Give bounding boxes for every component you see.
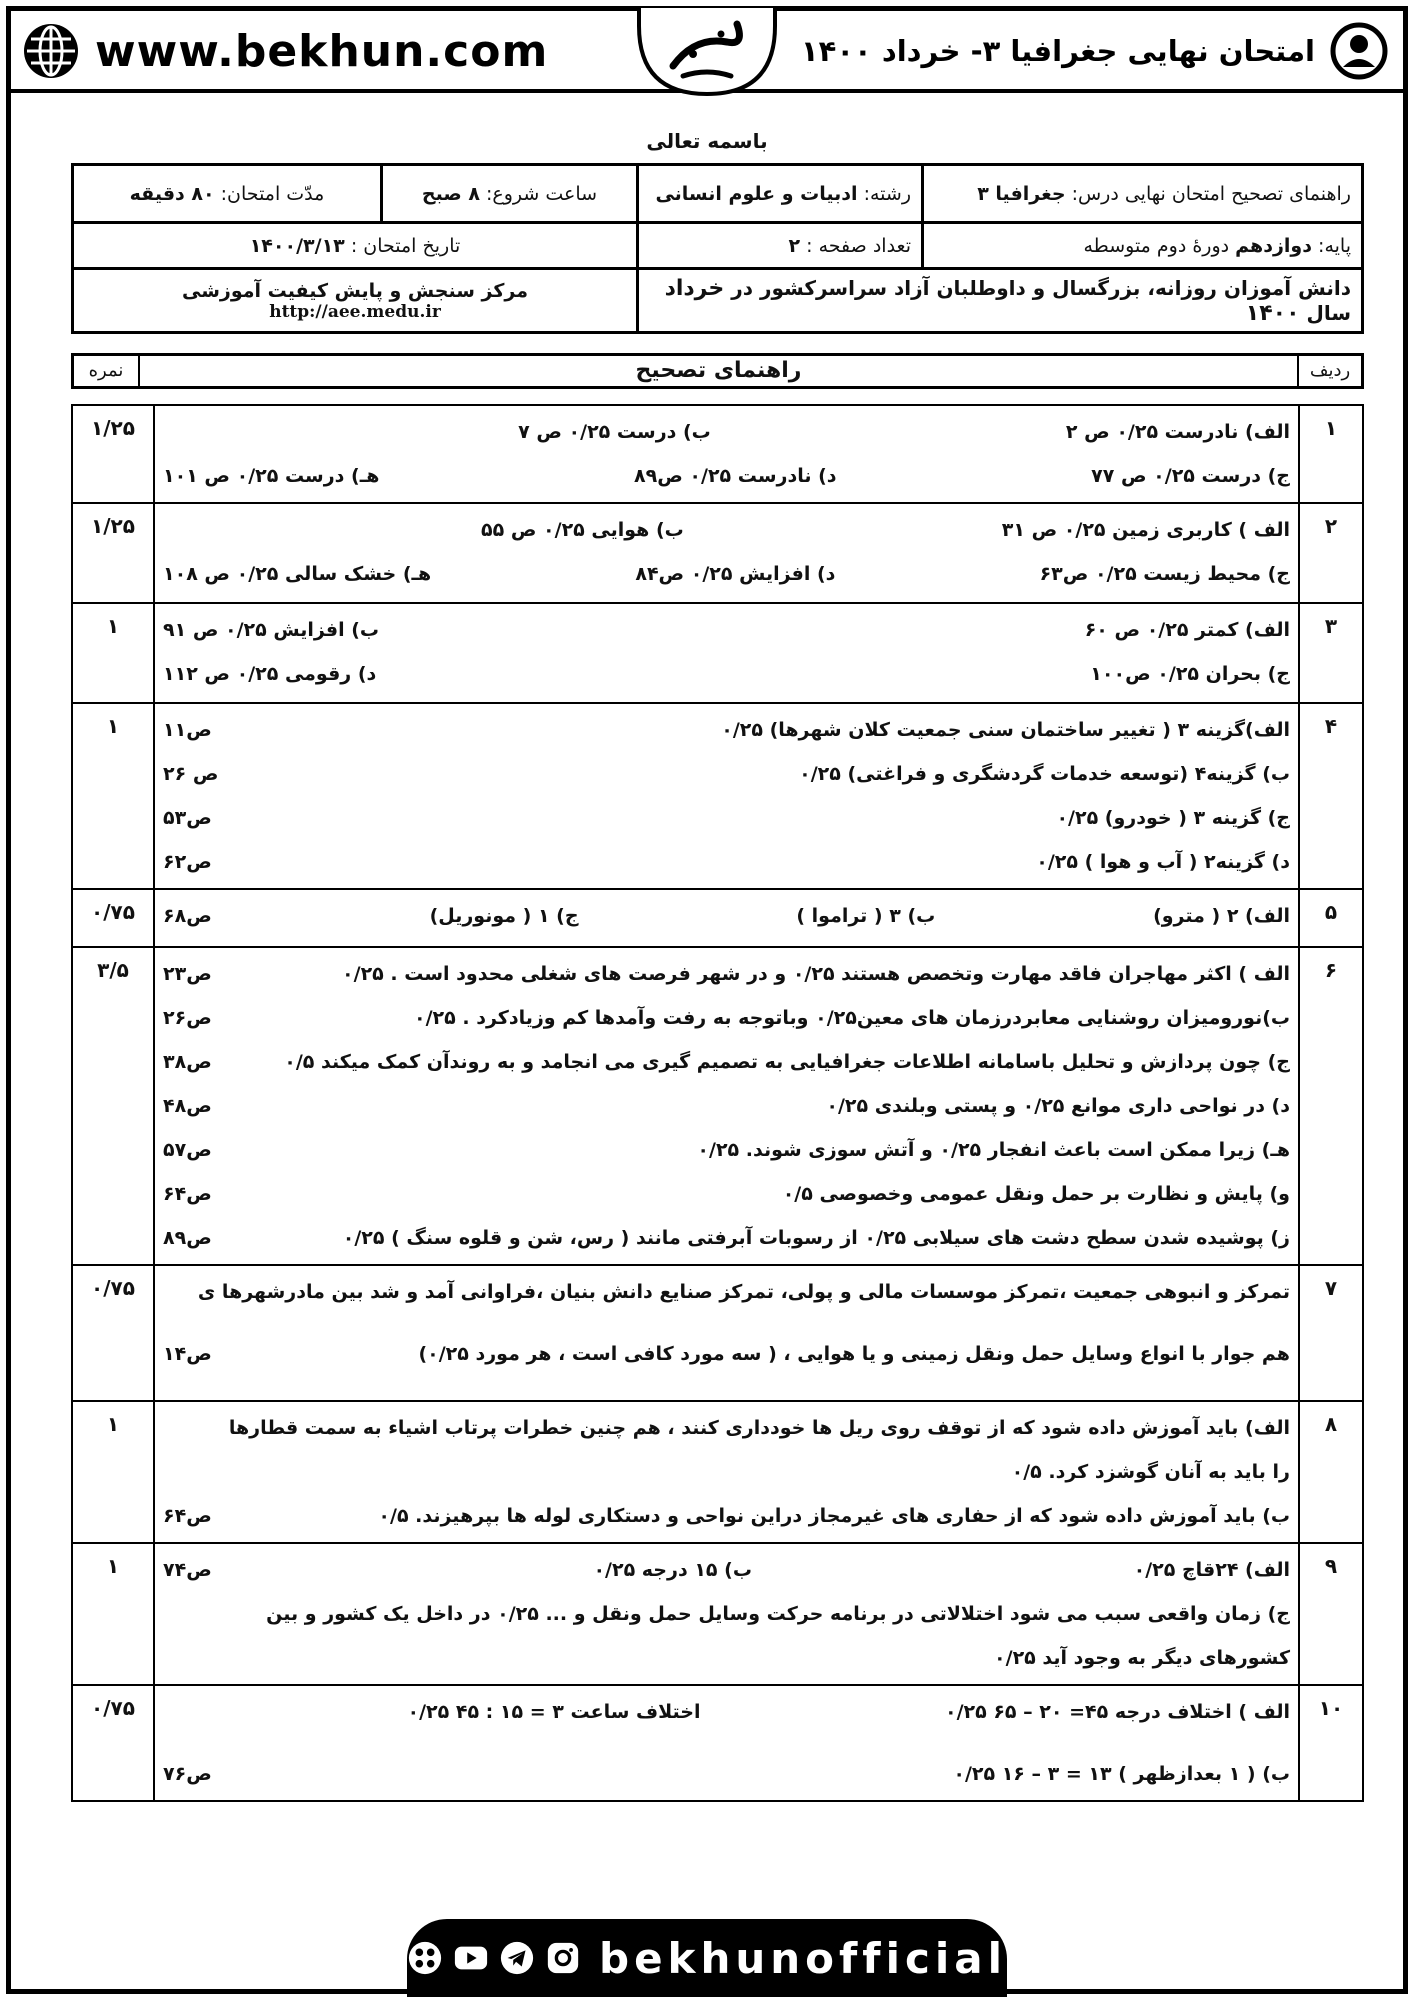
grade-cell: پایه: دوازدهم دورهٔ دوم متوسطه — [923, 223, 1363, 269]
answer-segment: ص۴۸ — [163, 1095, 212, 1117]
guide-column-header: راهنمای تصحیح — [138, 356, 1297, 386]
answer-row — [72, 1543, 1363, 1685]
center-cell: مرکز سنجش و پایش کیفیت آموزشی http://aee.medu.ir — [73, 269, 638, 333]
answer-segment: الف ) اکثر مهاجران فاقد مهارت وتخصص هستند ۰/۲۵ و در شهر فرصت های شغلی محدود است . ۰/۲۵ — [342, 963, 1290, 985]
answer-segment: ب) ( ۱ بعدازظهر ) ۱۳ = ۳ – ۱۶ ۰/۲۵ — [953, 1763, 1290, 1785]
row-number: ۱۰ — [1299, 1685, 1363, 1801]
exam-title-block — [801, 21, 1389, 81]
answer-row — [72, 1685, 1363, 1801]
answer-line — [163, 652, 1290, 696]
answer-row — [72, 947, 1363, 1265]
answer-line — [163, 1752, 1290, 1796]
answer-line — [163, 1270, 1290, 1314]
answer-segment: ج) محیط زیست ۰/۲۵ ص۶۳ — [1039, 563, 1290, 585]
answer-content — [154, 405, 1299, 503]
answer-segment: ص۲۶ — [163, 1007, 212, 1029]
answer-segment: ص۷۴ — [163, 1559, 212, 1581]
telegram-icon[interactable] — [499, 1939, 535, 1977]
answer-line — [163, 1548, 1290, 1592]
row-score: ۳/۵ — [72, 947, 154, 1265]
answer-segment: د) گزینه۲ ( آب و هوا ) ۰/۲۵ — [1036, 851, 1290, 873]
row-number: ۲ — [1299, 503, 1363, 603]
answer-segment: ص۵۷ — [163, 1139, 212, 1161]
answer-row — [72, 703, 1363, 889]
answer-key-table — [71, 404, 1364, 1802]
answer-segment: ص۳۸ — [163, 1051, 212, 1073]
field-cell: رشته: ادبیات و علوم انسانی — [638, 165, 923, 223]
answer-segment: اختلاف ساعت ۳ = ۱۵ : ۴۵ ۰/۲۵ — [407, 1701, 701, 1723]
pages-cell: تعداد صفحه : ۲ — [638, 223, 923, 269]
answer-line — [163, 454, 1290, 498]
answer-line — [163, 1636, 1290, 1680]
social-footer — [407, 1919, 1007, 1997]
answer-segment: ص۱۴ — [163, 1343, 212, 1365]
answer-segment: ب)نورومیزان روشنایی معابردرزمان های معین۰/۲۵ وباتوجه به رفت وآمدها کم وزیادکرد . ۰/۲۵ — [414, 1007, 1290, 1029]
answer-segment: ب) باید آموزش داده شود که از حفاری های غیرمجاز دراین نواحی و دستکاری لوله ها بپرهیزند. ۰/۵ — [378, 1505, 1290, 1527]
social-handle[interactable]: bekhunofficial — [599, 1933, 1008, 1983]
answer-content — [154, 1685, 1299, 1801]
answer-segment: ج) زمان واقعی سبب می شود اختلالاتی در برنامه حرکت وسایل حمل ونقل و ... ۰/۲۵ در داخل یک کشور و بین — [266, 1603, 1290, 1625]
aparat-icon[interactable] — [407, 1939, 443, 1977]
answer-segment: ب) ۱۵ درجه ۰/۲۵ — [593, 1559, 752, 1581]
row-score: ۱ — [72, 603, 154, 703]
answer-segment: ز) پوشیده شدن سطح دشت های سیلابی ۰/۲۵ از رسوبات آبرفتی مانند ( رس، شن و قلوه سنگ ) ۰/۲۵ — [342, 1227, 1290, 1249]
answer-segment: الف) باید آموزش داده شود که از توقف روی ریل ها خودداری کنند ، هم چنین خطرات پرتاب اشیاء به سمت قطارها — [228, 1417, 1290, 1439]
site-url[interactable]: www.bekhun.com — [95, 25, 549, 77]
answer-segment: د) رقومی ۰/۲۵ ص ۱۱۲ — [163, 663, 377, 685]
row-score: ۱/۲۵ — [72, 405, 154, 503]
answer-segment: ص۱۱ — [163, 719, 212, 741]
answer-line — [163, 1040, 1290, 1084]
answer-segment: الف) ۲ ( مترو) — [1153, 905, 1290, 927]
answer-segment: هـ) خشک سالی ۰/۲۵ ص ۱۰۸ — [163, 563, 432, 585]
row-column-header: ردیف — [1297, 356, 1361, 386]
course-cell: راهنمای تصحیح امتحان نهایی درس: جغرافیا ۳ — [923, 165, 1363, 223]
answer-segment: ب) ۳ ( تراموا ) — [796, 905, 936, 927]
score-column-header: نمره — [88, 360, 124, 381]
answer-segment: ص۶۲ — [163, 851, 212, 873]
answer-line — [163, 1406, 1290, 1450]
answer-segment: الف)گزینه ۳ ( تغییر ساختمان سنی جمعیت کلان شهرها) ۰/۲۵ — [721, 719, 1290, 741]
row-number: ۵ — [1299, 889, 1363, 947]
answer-row — [72, 889, 1363, 947]
answer-segment: ص۷۶ — [163, 1763, 212, 1785]
answer-segment: ج) درست ۰/۲۵ ص ۷۷ — [1091, 465, 1290, 487]
row-number: ۴ — [1299, 703, 1363, 889]
exam-meta-table — [71, 163, 1364, 334]
answer-grid-header — [71, 353, 1364, 389]
answer-segment: د) نادرست ۰/۲۵ ص۸۹ — [634, 465, 837, 487]
students-cell: دانش آموزان روزانه، بزرگسال و داوطلبان آزاد سراسرکشور در خرداد سال ۱۴۰۰ — [638, 269, 1363, 333]
row-number: ۹ — [1299, 1543, 1363, 1685]
answer-content — [154, 703, 1299, 889]
row-score: ۱ — [72, 1543, 154, 1685]
answer-segment: ص۵۳ — [163, 807, 212, 829]
answer-line — [163, 552, 1290, 596]
answer-segment: ج) چون پردازش و تحلیل باسامانه اطلاعات جغرافیایی به تصمیم گیری می انجامد و به روندآن کمک میکند ۰/۵ — [284, 1051, 1290, 1073]
exam-date-cell: تاریخ امتحان : ۱۴۰۰/۳/۱۳ — [73, 223, 638, 269]
answer-segment: الف ) اختلاف درجه ۴۵= ۲۰ – ۶۵ ۰/۲۵ — [944, 1701, 1290, 1723]
answer-segment: ص۶۴ — [163, 1183, 212, 1205]
answer-line — [163, 1172, 1290, 1216]
start-time-cell: ساعت شروع: ۸ صبح — [382, 165, 638, 223]
answer-row — [72, 405, 1363, 503]
exam-title: امتحان نهایی جغرافیا ۳- خرداد ۱۴۰۰ — [800, 34, 1315, 68]
answer-content — [154, 1401, 1299, 1543]
answer-segment: ب) درست ۰/۲۵ ص ۷ — [518, 421, 711, 443]
row-number: ۸ — [1299, 1401, 1363, 1543]
answer-content — [154, 1265, 1299, 1401]
answer-line — [163, 1690, 1290, 1734]
answer-row — [72, 1401, 1363, 1543]
duration-cell: مدّت امتحان: ۸۰ دقیقه — [73, 165, 382, 223]
answer-line — [163, 996, 1290, 1040]
answer-segment: هـ) درست ۰/۲۵ ص ۱۰۱ — [163, 465, 380, 487]
row-score: ۱ — [72, 703, 154, 889]
answer-line — [163, 1494, 1290, 1538]
answer-segment: ب) افزایش ۰/۲۵ ص ۹۱ — [163, 619, 380, 641]
answer-segment: و) پایش و نظارت بر حمل ونقل عمومی وخصوصی ۰/۵ — [782, 1183, 1290, 1205]
answer-line — [163, 952, 1290, 996]
answer-segment: الف) ۲۴قاچ ۰/۲۵ — [1133, 1559, 1290, 1581]
answer-line — [163, 752, 1290, 796]
row-score: ۱/۲۵ — [72, 503, 154, 603]
answer-line — [163, 608, 1290, 652]
answer-line — [163, 796, 1290, 840]
answer-segment: تمرکز و انبوهی جمعیت ،تمرکز موسسات مالی و پولی، تمرکز صنایع دانش بنیان ،فراوانی آمد و شد بین مادرشهرها ی — [197, 1281, 1290, 1303]
answer-segment: را باید به آنان گوشزد کرد. ۰/۵ — [1011, 1461, 1290, 1483]
answer-segment: ص۲۳ — [163, 963, 212, 985]
answer-segment: ج) گزینه ۳ ( خودرو) ۰/۲۵ — [1056, 807, 1290, 829]
answer-line — [163, 1216, 1290, 1260]
answer-line — [163, 410, 1290, 454]
answer-segment: الف ) کاربری زمین ۰/۲۵ ص ۳۱ — [1001, 519, 1290, 541]
answer-segment: ص۸۹ — [163, 1227, 212, 1249]
answer-content — [154, 503, 1299, 603]
answer-row — [72, 603, 1363, 703]
basmala-heading: باسمه تعالی — [646, 129, 768, 153]
answer-segment: هـ) زیرا ممکن است باعث انفجار ۰/۲۵ و آتش سوزی شوند. ۰/۲۵ — [697, 1139, 1290, 1161]
user-icon — [1329, 21, 1389, 81]
answer-segment: ج) بحران ۰/۲۵ ص۱۰۰ — [1090, 663, 1290, 685]
answer-row — [72, 1265, 1363, 1401]
youtube-icon[interactable] — [453, 1939, 489, 1977]
answer-content — [154, 947, 1299, 1265]
answer-line — [163, 1450, 1290, 1494]
bekhun-logo — [635, 6, 779, 98]
answer-content — [154, 1543, 1299, 1685]
row-score: ۰/۷۵ — [72, 1685, 154, 1801]
answer-segment: ص ۲۶ — [163, 763, 219, 785]
row-number: ۷ — [1299, 1265, 1363, 1401]
row-number: ۱ — [1299, 405, 1363, 503]
answer-line — [163, 1592, 1290, 1636]
answer-segment: الف) کمتر ۰/۲۵ ص ۶۰ — [1084, 619, 1290, 641]
answer-segment: ص۶۴ — [163, 1505, 212, 1527]
answer-segment: ب) گزینه۴ (توسعه خدمات گردشگری و فراغتی) ۰/۲۵ — [799, 763, 1290, 785]
answer-line — [163, 840, 1290, 884]
answer-segment: ب) هوایی ۰/۲۵ ص ۵۵ — [481, 519, 684, 541]
answer-segment: د) افزایش ۰/۲۵ ص۸۴ — [635, 563, 836, 585]
globe-icon — [21, 21, 81, 81]
top-header — [11, 11, 1403, 93]
row-number: ۳ — [1299, 603, 1363, 703]
answer-line — [163, 708, 1290, 752]
answer-segment: د) در نواحی داری موانع ۰/۲۵ و پستی وبلندی ۰/۲۵ — [826, 1095, 1290, 1117]
answer-line — [163, 1084, 1290, 1128]
answer-segment: ص۶۸ — [163, 905, 212, 927]
site-block[interactable] — [21, 21, 548, 81]
answer-segment: کشورهای دیگر به وجود آید ۰/۲۵ — [994, 1647, 1290, 1669]
row-score: ۰/۷۵ — [72, 1265, 154, 1401]
row-score: ۱ — [72, 1401, 154, 1543]
row-score: ۰/۷۵ — [72, 889, 154, 947]
answer-line — [163, 1128, 1290, 1172]
center-url[interactable]: http://aee.medu.ir — [269, 301, 441, 322]
answer-content — [154, 603, 1299, 703]
answer-line — [163, 1332, 1290, 1376]
answer-segment: هم جوار با انواع وسایل حمل ونقل زمینی و یا هوایی ، ( سه مورد کافی است ، هر مورد ۰/۲۵) — [418, 1343, 1290, 1365]
answer-row — [72, 503, 1363, 603]
answer-segment: ج) ۱ ( مونوریل) — [429, 905, 579, 927]
page-frame — [6, 6, 1408, 1994]
answer-line — [163, 894, 1290, 938]
answer-line — [163, 508, 1290, 552]
instagram-icon[interactable] — [545, 1939, 581, 1977]
row-number: ۶ — [1299, 947, 1363, 1265]
answer-segment: الف) نادرست ۰/۲۵ ص ۲ — [1065, 421, 1290, 443]
answer-content — [154, 889, 1299, 947]
